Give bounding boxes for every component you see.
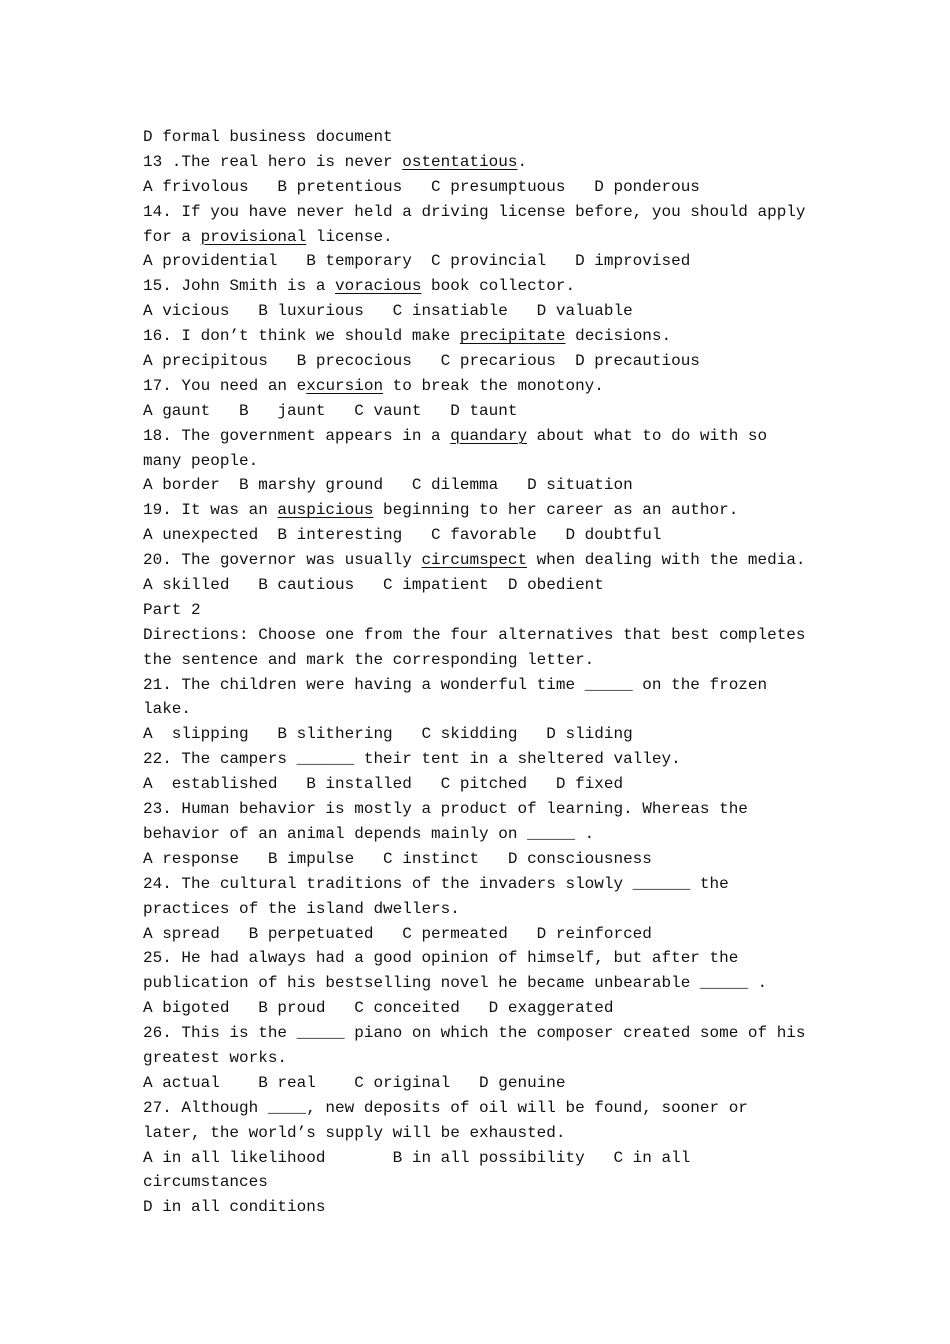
q16-stem — [143, 324, 923, 349]
q26-stem-line1: 26. This is the _____ piano on which the composer created some of his — [143, 1024, 806, 1043]
q15-stem-before: 15. John Smith is a — [143, 277, 336, 296]
q22-stem: 22. The campers ______ their tent in a sheltered valley. — [143, 750, 681, 769]
q19-options: A unexpected B interesting C favorable D doubtful — [143, 526, 662, 545]
q19-target-word: auspicious — [277, 501, 374, 520]
q17-target-word: xcursion — [306, 376, 384, 395]
q20-target-word: circumspect — [421, 551, 528, 570]
q17-stem-after: to break the monotony. — [383, 376, 604, 395]
q23-stem-line2: behavior of an animal depends mainly on _____ . — [143, 824, 595, 843]
q12-option-d: D formal business document — [143, 128, 393, 146]
q27-stem-line1: 27. Although ____, new deposits of oil will be found, sooner or — [143, 1098, 748, 1117]
q21-stem-line2: lake. — [143, 700, 192, 719]
q23-options: A response B impulse C instinct D consciousness — [143, 849, 652, 868]
q20-stem-before: 20. The governor was usually — [143, 551, 422, 570]
q18-stem-before: 18. The government appears in a — [143, 426, 451, 445]
q17-stem — [143, 374, 923, 399]
q14-options: A providential B temporary C provincial D improvised — [143, 252, 691, 271]
q13-options: A frivolous B pretentious C presumptuous D ponderous — [143, 177, 700, 196]
q14-stem-line1: 14. If you have never held a driving license before, you should apply — [143, 202, 806, 221]
part1-section — [143, 125, 923, 598]
q20-options: A skilled B cautious C impatient D obedient — [143, 576, 604, 595]
q19-stem-before: 19. It was an — [143, 501, 278, 520]
q13-stem-before: 13 .The real hero is never — [143, 152, 403, 171]
q18-stem-after: about what to do with so — [527, 426, 768, 445]
q20-stem — [143, 548, 923, 573]
part2-section — [143, 598, 923, 1220]
q26-stem-line2: greatest works. — [143, 1048, 288, 1067]
q25-stem-line2: publication of his bestselling novel he became unbearable _____ . — [143, 974, 768, 993]
q19-stem-after: beginning to her career as an author. — [373, 501, 739, 520]
q19-stem — [143, 498, 923, 523]
q14-stem-before: for a — [143, 227, 201, 246]
directions-line2: the sentence and mark the corresponding letter. — [143, 650, 595, 669]
q27-stem-line2: later, the world’s supply will be exhausted. — [143, 1123, 566, 1142]
q27-options-line2: circumstances — [143, 1173, 268, 1192]
q18-options: A border B marshy ground C dilemma D situation — [143, 476, 633, 495]
q16-options: A precipitous B precocious C precarious D precautious — [143, 352, 700, 371]
q16-stem-before: 16. I don’t think we should make — [143, 327, 460, 346]
q16-stem-after: decisions. — [565, 327, 672, 346]
q21-stem-line1: 21. The children were having a wonderful time _____ on the frozen — [143, 675, 768, 694]
q16-target-word: precipitate — [459, 327, 566, 346]
q24-stem-line1: 24. The cultural traditions of the invaders slowly ______ the — [143, 874, 729, 893]
document-text — [143, 125, 923, 1220]
q26-options: A actual B real C original D genuine — [143, 1073, 566, 1092]
q13-target-word: ostentatious — [402, 152, 518, 171]
q25-options: A bigoted B proud C conceited D exaggerated — [143, 999, 614, 1018]
q17-stem-before: 17. You need an e — [143, 376, 307, 395]
q17-options: A gaunt B jaunt C vaunt D taunt — [143, 401, 518, 420]
q20-stem-after: when dealing with the media. — [527, 551, 806, 570]
part-heading: Part 2 — [143, 600, 201, 619]
q18-stem-line1 — [143, 424, 923, 449]
q21-options: A slipping B slithering C skidding D sliding — [143, 725, 633, 744]
q22-options: A established B installed C pitched D fixed — [143, 775, 624, 794]
q18-stem-line2: many people. — [143, 451, 259, 470]
q18-target-word: quandary — [450, 426, 528, 445]
q13-stem-after: . — [517, 152, 528, 171]
q15-stem — [143, 274, 923, 299]
q14-stem-after: license. — [306, 227, 393, 246]
q23-stem-line1: 23. Human behavior is mostly a product of learning. Whereas the — [143, 800, 748, 819]
q15-target-word: voracious — [335, 277, 422, 296]
q14-target-word: provisional — [200, 227, 307, 246]
q24-stem-line2: practices of the island dwellers. — [143, 899, 460, 918]
q14-stem-line2 — [143, 225, 923, 250]
directions-line1: Directions: Choose one from the four alternatives that best completes — [143, 625, 806, 644]
q13-stem — [143, 150, 923, 175]
q24-options: A spread B perpetuated C permeated D reinforced — [143, 924, 652, 943]
q27-options-line1: A in all likelihood B in all possibility C in all — [143, 1148, 691, 1167]
q15-stem-after: book collector. — [421, 277, 576, 296]
q27-options-line3: D in all conditions — [143, 1198, 326, 1217]
q15-options: A vicious B luxurious C insatiable D valuable — [143, 302, 633, 321]
q25-stem-line1: 25. He had always had a good opinion of himself, but after the — [143, 949, 739, 968]
